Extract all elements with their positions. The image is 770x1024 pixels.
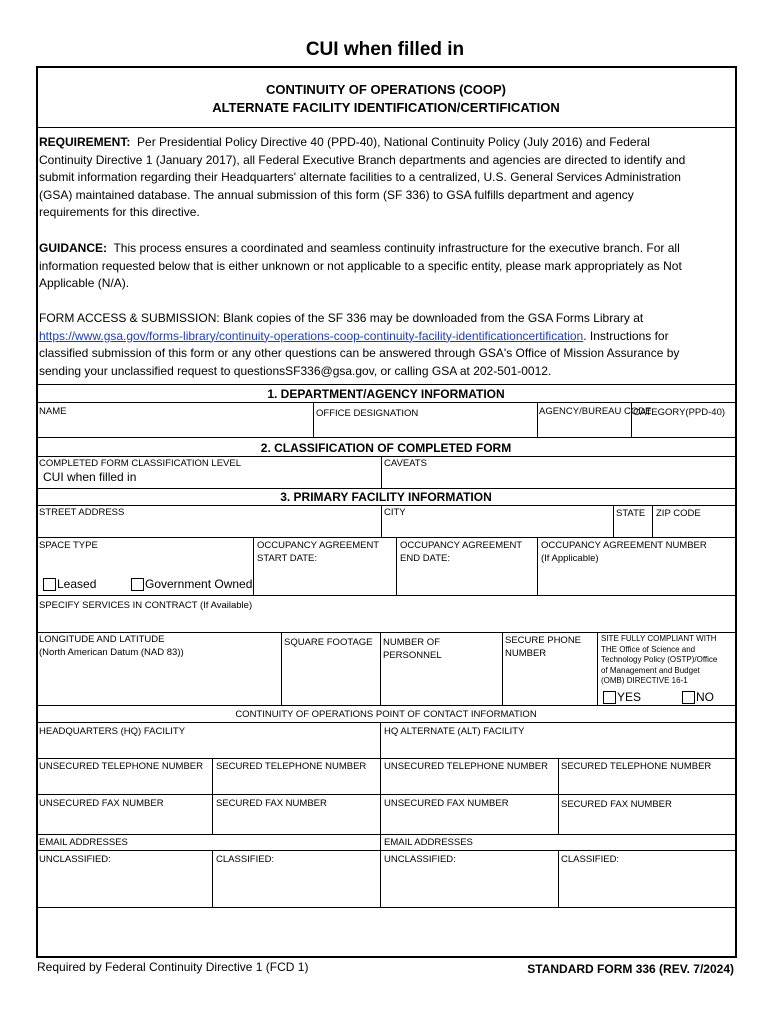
lonlat-field[interactable] — [39, 634, 184, 658]
header-line-1: CONTINUITY OF OPERATIONS (COOP) — [265, 82, 507, 97]
divider — [37, 505, 735, 506]
header-line-2: ALTERNATE FACILITY IDENTIFICATION/CERTIFICATION — [212, 100, 560, 115]
compliance-line: of Management and Budget — [601, 665, 700, 675]
forms-library-link[interactable]: https://www.gsa.gov/forms-library/continuity-operations-coop-continuity-facility-identificationcertification — [39, 328, 584, 343]
divider — [313, 402, 314, 437]
divider — [37, 722, 735, 723]
divider — [37, 456, 735, 457]
street-address-field[interactable]: STREET ADDRESS — [39, 507, 125, 518]
alt-unsecured-fax-field[interactable]: UNSECURED FAX NUMBER — [384, 798, 509, 809]
guidance-line: Applicable (N/A). — [39, 276, 130, 291]
divider — [212, 794, 213, 834]
divider — [212, 850, 213, 907]
alt-email-label: EMAIL ADDRESSES — [384, 837, 473, 848]
occupancy-start-date-field[interactable] — [257, 540, 379, 564]
poc-title: CONTINUITY OF OPERATIONS POINT OF CONTACT INFORMATION — [235, 709, 537, 720]
divider — [502, 632, 503, 705]
section-3-title: 3. PRIMARY FACILITY INFORMATION — [280, 490, 492, 504]
compliance-text — [601, 634, 717, 687]
office-designation-field[interactable]: OFFICE DESIGNATION — [316, 408, 419, 419]
compliance-yes-checkbox[interactable] — [603, 691, 616, 704]
form-access-line: FORM ACCESS & SUBMISSION: Blank copies of the SF 336 may be downloaded from the GSA Forms Library at — [39, 311, 644, 325]
lonlat-line: (North American Datum (NAD 83)) — [39, 647, 184, 658]
hq-unclassified-email-field[interactable]: UNCLASSIFIED: — [39, 854, 111, 865]
divider — [37, 537, 735, 538]
zip-code-field[interactable]: ZIP CODE — [656, 508, 701, 519]
hq-secured-telephone-field[interactable]: SECURED TELEPHONE NUMBER — [216, 761, 367, 772]
section-1-title: 1. DEPARTMENT/AGENCY INFORMATION — [267, 387, 505, 401]
compliance-line: SITE FULLY COMPLIANT WITH — [601, 634, 717, 643]
compliance-line: (OMB) DIRECTIVE 16-1 — [601, 676, 688, 686]
divider — [253, 537, 254, 595]
form-access-line: . Instructions for — [583, 328, 669, 343]
city-field[interactable]: CITY — [384, 507, 406, 518]
requirement-label: REQUIREMENT: — [39, 135, 131, 149]
requirement-text — [39, 134, 729, 222]
occupancy-end-line: OCCUPANCY AGREEMENT — [400, 540, 523, 551]
footer-left: Required by Federal Continuity Directive 1 (FCD 1) — [37, 960, 309, 974]
requirement-line: Per Presidential Policy Directive 40 (PPD-40), National Continuity Policy (July 2016) and Federal — [137, 135, 650, 149]
occupancy-number-field[interactable] — [541, 540, 707, 564]
hq-classified-email-field[interactable]: CLASSIFIED: — [216, 854, 275, 865]
state-field[interactable]: STATE — [616, 508, 646, 519]
personnel-field[interactable] — [383, 637, 442, 661]
alt-secured-telephone-field[interactable]: SECURED TELEPHONE NUMBER — [561, 761, 712, 772]
gov-owned-label: Government Owned — [145, 577, 253, 591]
secure-phone-line: NUMBER — [505, 648, 547, 659]
divider — [558, 758, 559, 794]
form-access-line: classified submission of this form or any other questions can be answered through GSA's Office of Mission Assurance by — [39, 346, 680, 361]
occupancy-end-line: END DATE: — [400, 553, 450, 564]
hq-unsecured-telephone-field[interactable]: UNSECURED TELEPHONE NUMBER — [39, 761, 203, 772]
agency-code-field[interactable]: AGENCY/BUREAU CODE — [539, 406, 652, 417]
guidance-label: GUIDANCE: — [39, 241, 107, 255]
guidance-line: This process ensures a coordinated and seamless continuity infrastructure for the executive branch. For all — [113, 241, 680, 255]
divider — [37, 488, 735, 489]
form-header — [37, 81, 735, 117]
alt-unsecured-telephone-field[interactable]: UNSECURED TELEPHONE NUMBER — [384, 761, 548, 772]
hq-unsecured-fax-field[interactable]: UNSECURED FAX NUMBER — [39, 798, 164, 809]
divider — [212, 758, 213, 794]
divider — [37, 794, 735, 795]
section-2-title: 2. CLASSIFICATION OF COMPLETED FORM — [260, 441, 512, 455]
divider — [537, 537, 538, 595]
guidance-text — [39, 240, 729, 293]
hq-alt-facility-field[interactable]: HQ ALTERNATE (ALT) FACILITY — [384, 726, 525, 737]
requirement-line: Continuity Directive 1 (January 2017), all Federal Executive Branch departments and agencies are directed to identify and — [39, 152, 686, 167]
divider — [396, 537, 397, 595]
form-access-line: sending your unclassified request to questionsSF336@gsa.gov, or calling GSA at 202-501-0012. — [39, 363, 552, 378]
divider — [37, 758, 735, 759]
occupancy-number-line: (If Applicable) — [541, 553, 599, 564]
alt-classified-email-field[interactable]: CLASSIFIED: — [561, 854, 620, 865]
divider — [597, 632, 598, 705]
occupancy-start-line: OCCUPANCY AGREEMENT — [257, 540, 380, 551]
divider — [37, 907, 735, 908]
compliance-no-label: NO — [696, 690, 714, 704]
hq-facility-field[interactable]: HEADQUARTERS (HQ) FACILITY — [39, 726, 186, 737]
divider — [37, 384, 735, 385]
category-field[interactable]: CATEGORY(PPD-40) — [633, 407, 726, 418]
gov-owned-checkbox[interactable] — [131, 578, 144, 591]
divider — [37, 850, 735, 851]
divider — [37, 632, 735, 633]
compliance-yes-row[interactable] — [603, 690, 641, 704]
square-footage-field[interactable]: SQUARE FOOTAGE — [284, 637, 373, 648]
compliance-yes-label: YES — [617, 690, 642, 704]
divider — [381, 505, 382, 537]
leased-checkbox-row[interactable] — [43, 577, 96, 591]
divider — [37, 595, 735, 596]
divider — [37, 705, 735, 706]
alt-secured-fax-field[interactable]: SECURED FAX NUMBER — [561, 799, 672, 810]
divider — [380, 722, 381, 907]
occupancy-number-line: OCCUPANCY AGREEMENT NUMBER — [541, 540, 707, 551]
alt-unclassified-email-field[interactable]: UNCLASSIFIED: — [384, 854, 456, 865]
secure-phone-field[interactable] — [505, 635, 581, 659]
divider — [37, 127, 735, 128]
classification-level-label: COMPLETED FORM CLASSIFICATION LEVEL — [39, 458, 242, 469]
requirement-line: submit information regarding their Headquarters' alternate facilities to a centralized, U.S. General Services Administration — [39, 170, 681, 185]
gov-owned-checkbox-row[interactable] — [131, 577, 252, 591]
caveats-field[interactable]: CAVEATS — [384, 458, 427, 469]
compliance-no-row[interactable] — [682, 690, 714, 704]
compliance-line: Technology Policy (OSTP)/Office — [601, 655, 718, 665]
requirement-line: requirements for this directive. — [39, 205, 200, 220]
classification-level-value[interactable]: CUI when filled in — [43, 470, 137, 484]
personnel-line: PERSONNEL — [383, 650, 442, 661]
guidance-line: information requested below that is either unknown or not applicable to a specific entity, please mark appropriately as Not — [39, 258, 682, 273]
services-field[interactable]: SPECIFY SERVICES IN CONTRACT (If Available) — [39, 600, 253, 611]
name-field[interactable]: NAME — [39, 406, 67, 417]
personnel-line: NUMBER OF — [383, 637, 440, 648]
occupancy-end-date-field[interactable] — [400, 540, 522, 564]
divider — [37, 437, 735, 438]
space-type-label: SPACE TYPE — [39, 540, 98, 551]
form-access-text — [39, 310, 729, 380]
hq-email-label: EMAIL ADDRESSES — [39, 837, 128, 848]
top-title: CUI when filled in — [305, 39, 465, 60]
leased-label: Leased — [57, 577, 97, 591]
compliance-line: THE Office of Science and — [601, 644, 696, 654]
divider — [537, 402, 538, 437]
divider — [613, 505, 614, 537]
divider — [380, 632, 381, 705]
divider — [281, 632, 282, 705]
divider — [558, 850, 559, 907]
hq-secured-fax-field[interactable]: SECURED FAX NUMBER — [216, 798, 327, 809]
occupancy-start-line: START DATE: — [257, 553, 318, 564]
divider — [381, 456, 382, 488]
divider — [558, 794, 559, 834]
divider — [652, 505, 653, 537]
divider — [37, 834, 735, 835]
compliance-no-checkbox[interactable] — [682, 691, 695, 704]
lonlat-line: LONGITUDE AND LATITUDE — [39, 634, 165, 645]
footer-right: STANDARD FORM 336 (REV. 7/2024) — [527, 962, 734, 976]
requirement-line: (GSA) maintained database. The annual submission of this form (SF 336) to GSA fulfills department and agency — [39, 187, 634, 202]
secure-phone-line: SECURE PHONE — [505, 635, 582, 646]
leased-checkbox[interactable] — [43, 578, 56, 591]
